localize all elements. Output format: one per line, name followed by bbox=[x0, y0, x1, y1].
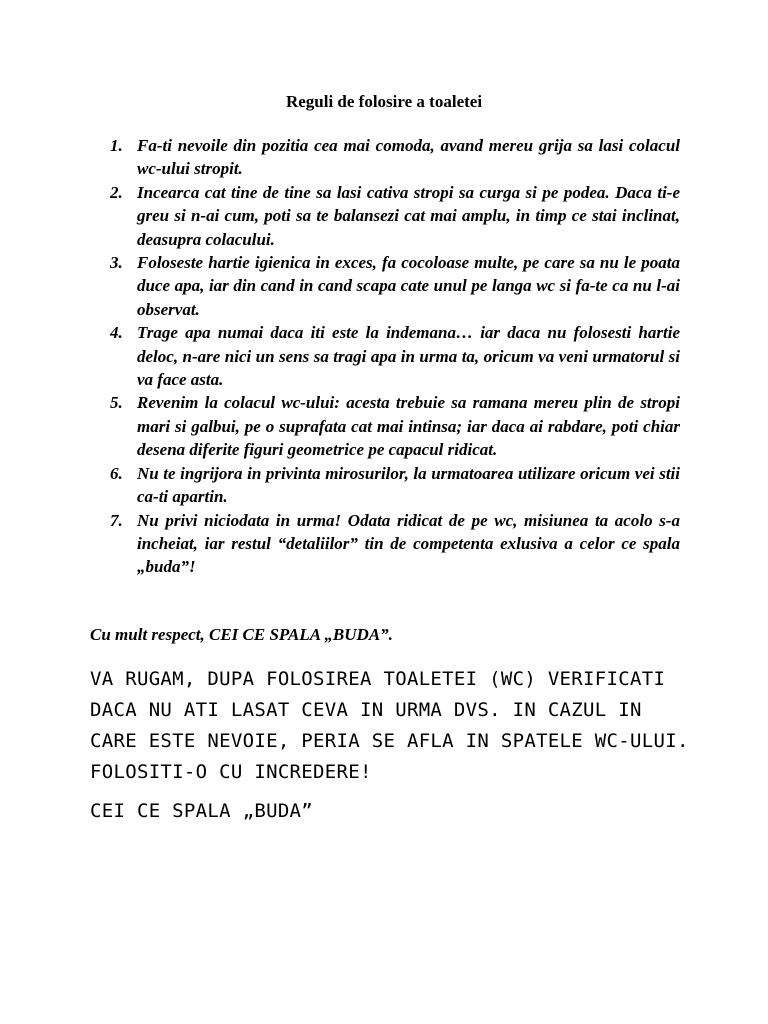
signature-caps: CEI CE SPALA „BUDA” bbox=[90, 800, 314, 822]
list-item bbox=[110, 321, 680, 391]
rule-text: Revenim la colacul wc-ului: acesta trebuie sa ramana mereu plin de stropi mari si galbui, pe o suprafata cat mai intinsa; iar daca ai rabdare, poti chiar desena diferite figuri geometrice pe capacul ridicat. bbox=[137, 393, 680, 460]
list-item bbox=[110, 134, 680, 181]
rule-text: Trage apa numai daca iti este la indemana… iar daca nu folosesti hartie deloc, n-are nici un sens sa tragi apa in urma ta, oricum va veni urmatorul si va face asta. bbox=[137, 323, 680, 390]
rule-number: 5. bbox=[110, 393, 123, 413]
list-item bbox=[110, 391, 680, 461]
rule-number: 2. bbox=[110, 182, 123, 202]
list-item bbox=[110, 251, 680, 321]
rule-number: 7. bbox=[110, 510, 123, 530]
document-title: Reguli de folosire a toaletei bbox=[285, 92, 483, 111]
rule-number: 1. bbox=[110, 136, 123, 155]
rule-number: 6. bbox=[110, 463, 123, 483]
list-item bbox=[110, 462, 680, 509]
rule-text: Incearca cat tine de tine sa lasi cativa stropi sa curga si pe podea. Daca ti-e greu si n-ai cum, poti sa te balansezi cat mai amplu, in timp ce stai inclinat, deasupra colacului. bbox=[137, 182, 680, 249]
signature-italic: Cu mult respect, CEI CE SPALA „BUDA”. bbox=[90, 625, 393, 644]
rule-text: Foloseste hartie igienica in exces, fa cocoloase multe, pe care sa nu le poata duce apa, iar din cand in cand scapa cate unul pe langa wc si fa-te ca nu l-ai observat. bbox=[137, 253, 680, 319]
notice-paragraph: VA RUGAM, DUPA FOLOSIREA TOALETEI (WC) VERIFICATI DACA NU ATI LASAT CEVA IN URMA DVS. IN CAZUL IN CARE ESTE NEVOIE, PERIA SE AFLA IN SPATELE WC-ULUI. FOLOSITI-O CU INCREDERE! bbox=[90, 668, 689, 783]
rule-number: 4. bbox=[110, 323, 123, 343]
list-item bbox=[110, 509, 680, 579]
rule-text: Nu privi niciodata in urma! Odata ridicat de pe wc, misiunea ta acolo s-a incheiat, iar restul “detaliilor” tin de competenta exlusiva a celor ce spala „buda”! bbox=[137, 510, 680, 577]
rule-text: Nu te ingrijora in privinta mirosurilor, la urmatoarea utilizare oricum vei stii ca-ti apartin. bbox=[137, 463, 680, 507]
rule-number: 3. bbox=[110, 253, 123, 273]
list-item bbox=[110, 181, 680, 251]
rules-list bbox=[110, 134, 680, 579]
rule-text: Fa-ti nevoile din pozitia cea mai comoda, avand mereu grija sa lasi colacul wc-ului stropit. bbox=[137, 136, 680, 179]
